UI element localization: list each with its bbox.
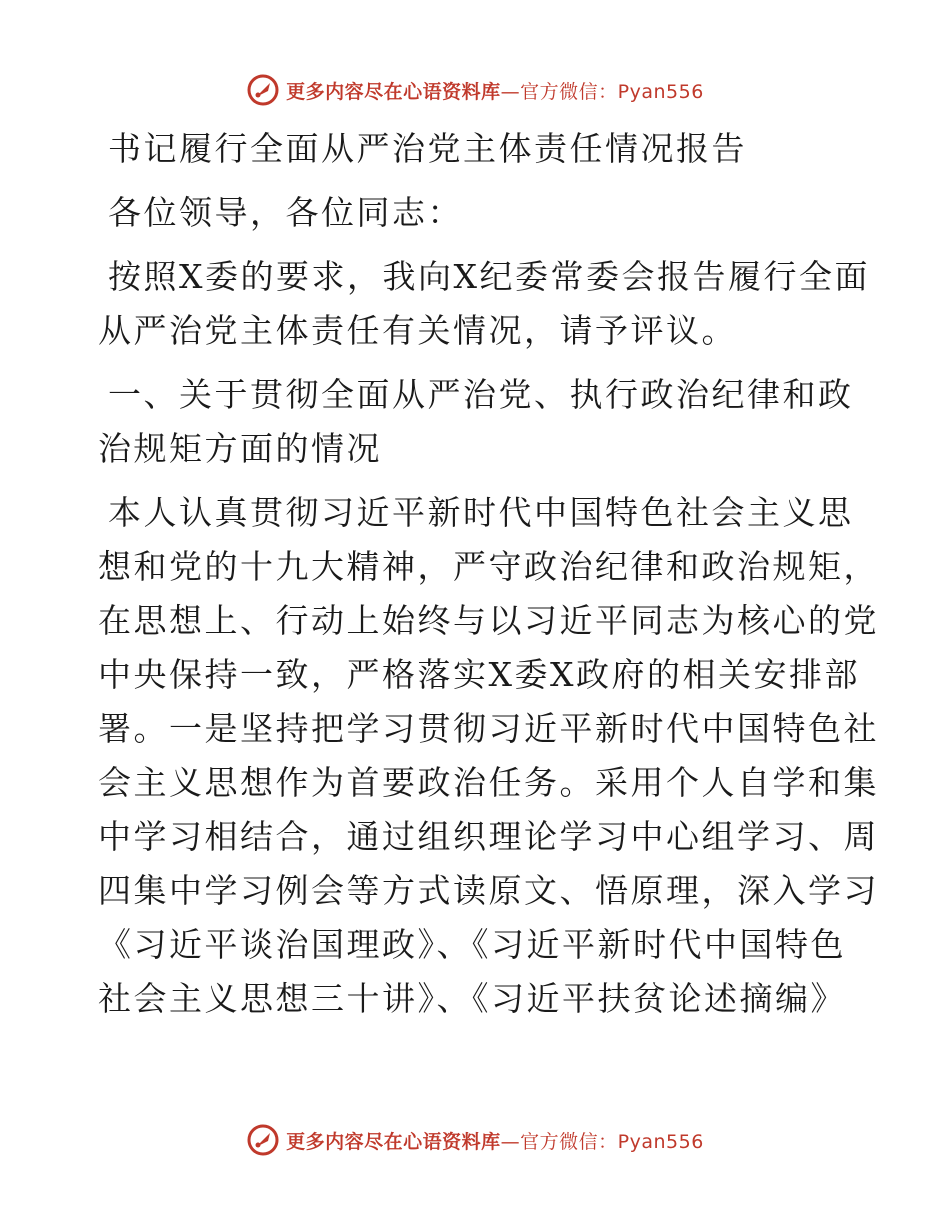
watermark-banner-top bbox=[0, 70, 950, 110]
watermark-brand: 更多内容尽在心语资料库 bbox=[286, 1130, 501, 1153]
watermark-text bbox=[286, 1127, 704, 1154]
watermark-banner-bottom bbox=[0, 1120, 950, 1160]
paragraph-line: 在思想上、行动上始终与以习近平同志为核心的党 bbox=[98, 601, 879, 640]
paragraph-line: 社会主义思想三十讲》、《习近平扶贫论述摘编》 bbox=[98, 979, 846, 1018]
paragraph-line: 中学习相结合，通过组织理论学习中心组学习、周 bbox=[98, 817, 879, 856]
paragraph-line: 会主义思想作为首要政治任务。采用个人自学和集 bbox=[98, 763, 879, 802]
quill-logo-icon bbox=[246, 1123, 280, 1157]
watermark-contact: —官方微信：Pyan556 bbox=[500, 1130, 704, 1153]
heading-line: 一、关于贯彻全面从严治党、执行政治纪律和政 bbox=[108, 375, 854, 414]
paragraph-line: 想和党的十九大精神，严守政治纪律和政治规矩， bbox=[98, 547, 879, 586]
watermark-text bbox=[286, 77, 704, 104]
paragraph-line: 从严治党主体责任有关情况，请予评议。 bbox=[98, 311, 737, 350]
paragraph-line: 四集中学习例会等方式读原文、悟原理，深入学习 bbox=[98, 871, 879, 910]
section-heading bbox=[98, 368, 858, 476]
paragraph-line: 按照X委的要求，我向X纪委常委会报告履行全面 bbox=[108, 257, 870, 296]
paragraph-line: 本人认真贯彻习近平新时代中国特色社会主义思 bbox=[108, 493, 854, 532]
watermark-contact: —官方微信：Pyan556 bbox=[500, 80, 704, 103]
paragraph-line: 中央保持一致，严格落实X委X政府的相关安排部 bbox=[98, 655, 860, 694]
quill-logo-icon bbox=[246, 73, 280, 107]
paragraph-line: 《习近平谈治国理政》、《习近平新时代中国特色 bbox=[98, 925, 846, 964]
paragraph-line: 署。一是坚持把学习贯彻习近平新时代中国特色社 bbox=[98, 709, 879, 748]
salutation: 各位领导，各位同志： bbox=[108, 193, 463, 232]
watermark-brand: 更多内容尽在心语资料库 bbox=[286, 80, 501, 103]
document-title: 书记履行全面从严治党主体责任情况报告 bbox=[108, 129, 747, 168]
document-body bbox=[98, 122, 879, 1026]
heading-line: 治规矩方面的情况 bbox=[98, 429, 382, 468]
section-body-paragraph bbox=[98, 486, 879, 1026]
intro-paragraph bbox=[98, 250, 870, 358]
